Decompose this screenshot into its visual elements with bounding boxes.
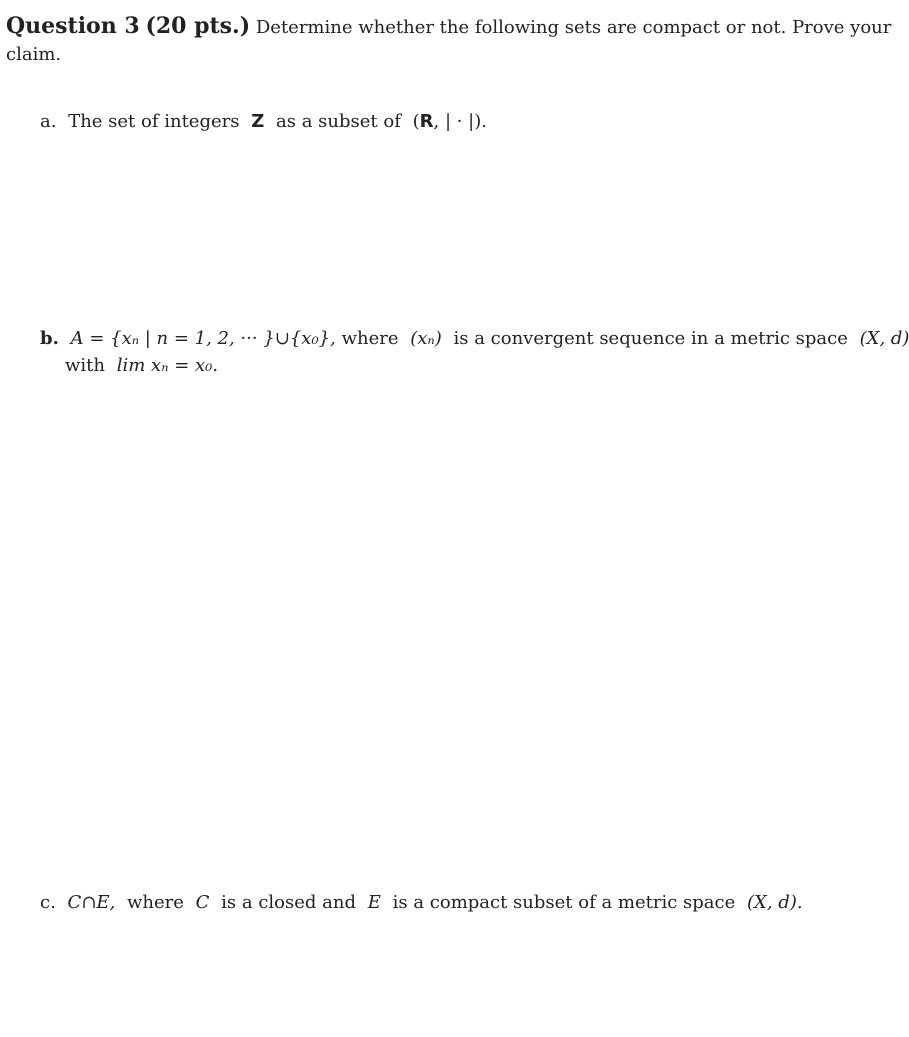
part-b-text2: is a convergent sequence in a metric space [453,328,848,349]
part-b-formula: A = {xₙ | n = 1, 2, ··· }∪{x₀}, [70,328,336,349]
part-a-text1: The set of integers [68,111,240,132]
question-prompt-continuation: claim. [6,44,62,65]
part-b-text3: with [65,355,105,376]
part-c-text3: is a compact subset of a metric space [392,892,736,913]
reals-symbol: R [419,111,434,132]
question-prompt: Determine whether the following sets are compact or not. Prove your [255,17,892,38]
question-points: (20 pts.) [145,13,251,39]
question-title: Question 3 [6,13,140,39]
part-c-label: c. [40,892,56,913]
part-c-formula: C∩E, [67,892,116,913]
question-header [6,13,892,39]
metric-space-rest: , | · |). [433,111,487,132]
part-a-text2: as a subset of [276,111,401,132]
part-a [40,111,487,133]
part-c-e-symbol: E [367,892,381,913]
part-c-text1: where [127,892,184,913]
part-a-label: a. [40,111,57,132]
part-b-continuation [65,355,218,377]
part-c-space: (X, d). [747,892,803,913]
integers-symbol: Z [251,111,265,132]
part-b [40,328,909,350]
part-c [40,892,803,914]
part-c-c-symbol: C [195,892,210,913]
metric-space-open: ( [412,111,420,132]
part-b-text1: where [341,328,399,349]
part-c-text2: is a closed and [221,892,356,913]
part-b-limit: lim xₙ = x₀. [116,355,219,376]
part-b-label: b. [40,328,59,349]
part-b-space: (X, d) [859,328,909,349]
part-b-sequence: (xₙ) [410,328,442,349]
